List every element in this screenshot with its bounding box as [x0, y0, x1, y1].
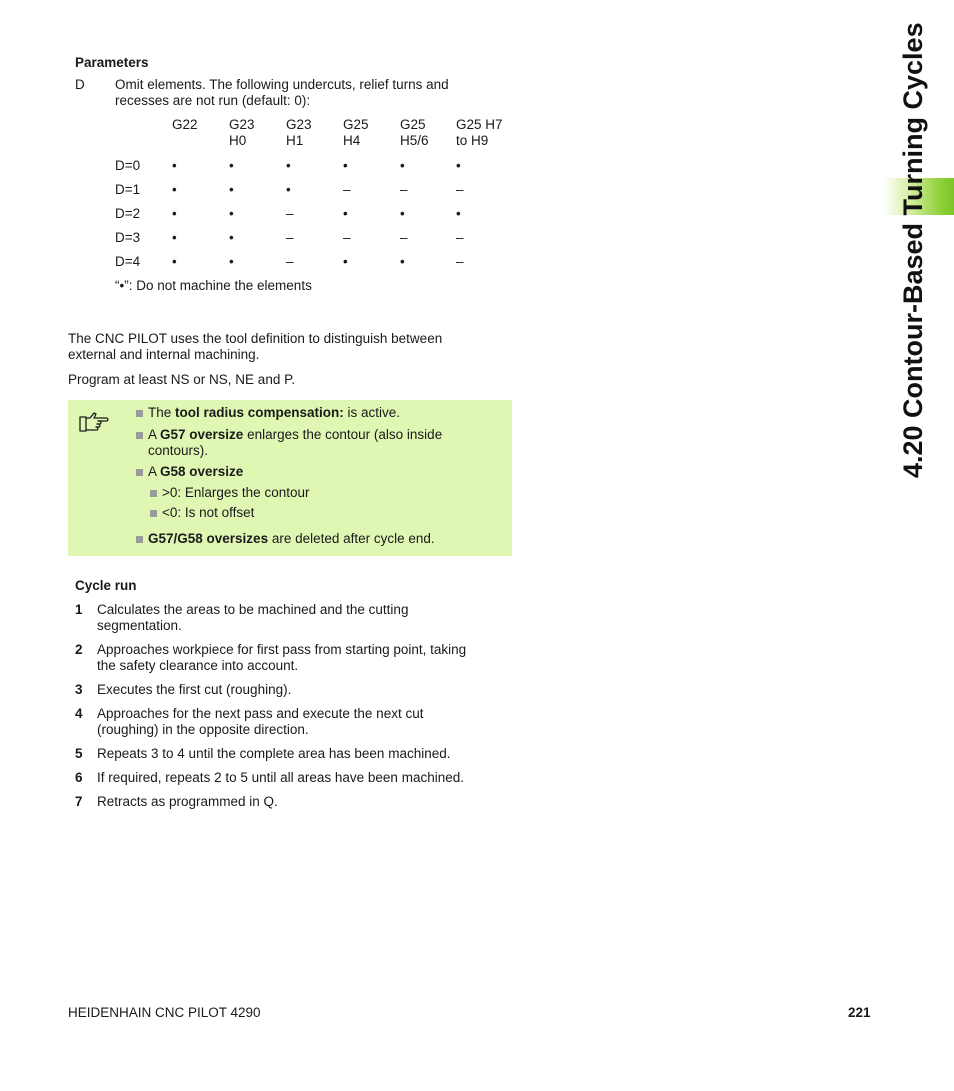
row-label: D=3: [115, 230, 141, 245]
note-item-g57: A G57 oversize enlarges the contour (also inside contours).: [148, 427, 443, 458]
step-text: Approaches for the next pass and execute the next cut (roughing) in the opposite direction.: [97, 706, 424, 737]
parameters-heading: Parameters: [75, 55, 149, 70]
table-row: [115, 206, 515, 222]
bullet-marker: [150, 490, 157, 497]
parameter-letter: D: [75, 77, 85, 92]
table-header: G25 H5/6: [400, 117, 429, 148]
table-cell: •: [343, 206, 348, 221]
page-number: 221: [848, 1005, 871, 1020]
footer-manual-title: HEIDENHAIN CNC PILOT 4290: [68, 1005, 261, 1020]
note-box: [68, 400, 512, 556]
table-cell: –: [456, 254, 464, 269]
table-cell: –: [286, 206, 294, 221]
table-cell: •: [456, 158, 461, 173]
table-cell: •: [172, 158, 177, 173]
table-cell: •: [400, 254, 405, 269]
step-number: 1: [75, 602, 83, 617]
pointing-hand-icon: [78, 408, 110, 434]
table-cell: –: [343, 182, 351, 197]
table-row: [115, 254, 515, 270]
bullet-marker: [136, 469, 143, 476]
table-header: G22: [172, 117, 198, 132]
table-cell: –: [286, 230, 294, 245]
table-cell: •: [229, 230, 234, 245]
table-cell: –: [286, 254, 294, 269]
table-row: [115, 182, 515, 198]
bullet-marker: [136, 536, 143, 543]
table-cell: •: [400, 158, 405, 173]
step-text: If required, repeats 2 to 5 until all areas have been machined.: [97, 770, 464, 785]
paragraph-program-requirement: Program at least NS or NS, NE and P.: [68, 372, 296, 387]
table-header: G23 H0: [229, 117, 255, 148]
note-item-tool-radius: The tool radius compensation: is active.: [148, 405, 401, 420]
table-row: [115, 158, 515, 174]
table-header: G25 H7 to H9: [456, 117, 503, 148]
table-cell: •: [172, 254, 177, 269]
step-text: Approaches workpiece for first pass from starting point, taking the safety clearance into account.: [97, 642, 467, 673]
note-subitem-negative: <0: Is not offset: [162, 505, 255, 520]
table-cell: •: [172, 182, 177, 197]
step-number: 7: [75, 794, 83, 809]
paragraph-tool-definition: The CNC PILOT uses the tool definition to distinguish between external and internal machining.: [68, 331, 443, 362]
table-cell: –: [400, 182, 408, 197]
table-cell: –: [400, 230, 408, 245]
bullet-marker: [150, 510, 157, 517]
step-text: Repeats 3 to 4 until the complete area has been machined.: [97, 746, 451, 761]
row-label: D=4: [115, 254, 141, 269]
table-cell: •: [172, 206, 177, 221]
bullet-marker: [136, 410, 143, 417]
table-cell: •: [172, 230, 177, 245]
table-cell: •: [343, 254, 348, 269]
step-number: 5: [75, 746, 83, 761]
table-header: G23 H1: [286, 117, 312, 148]
step-number: 6: [75, 770, 83, 785]
row-label: D=2: [115, 206, 141, 221]
chapter-title: 4.20 Contour-Based Turning Cycles: [898, 22, 928, 478]
table-row: [115, 230, 515, 246]
table-cell: •: [229, 182, 234, 197]
table-cell: –: [456, 182, 464, 197]
table-cell: –: [343, 230, 351, 245]
table-cell: •: [400, 206, 405, 221]
cycle-run-heading: Cycle run: [75, 578, 137, 593]
step-text: Retracts as programmed in Q.: [97, 794, 278, 809]
table-header: G25 H4: [343, 117, 369, 148]
bullet-marker: [136, 432, 143, 439]
table-cell: •: [456, 206, 461, 221]
table-cell: •: [286, 182, 291, 197]
note-item-oversizes-deleted: G57/G58 oversizes are deleted after cycle end.: [148, 531, 435, 546]
table-cell: •: [229, 206, 234, 221]
table-cell: –: [456, 230, 464, 245]
step-text: Executes the first cut (roughing).: [97, 682, 292, 697]
row-label: D=0: [115, 158, 141, 173]
parameter-description: Omit elements. The following undercuts, relief turns and recesses are not run (default: 0):: [115, 77, 449, 108]
table-cell: •: [286, 158, 291, 173]
table-cell: •: [229, 158, 234, 173]
step-number: 4: [75, 706, 83, 721]
note-item-g58: A G58 oversize: [148, 464, 244, 479]
note-subitem-positive: >0: Enlarges the contour: [162, 485, 310, 500]
step-text: Calculates the areas to be machined and the cutting segmentation.: [97, 602, 409, 633]
table-note: “•”: Do not machine the elements: [115, 278, 312, 293]
step-number: 2: [75, 642, 83, 657]
row-label: D=1: [115, 182, 141, 197]
table-cell: •: [343, 158, 348, 173]
step-number: 3: [75, 682, 83, 697]
table-cell: •: [229, 254, 234, 269]
